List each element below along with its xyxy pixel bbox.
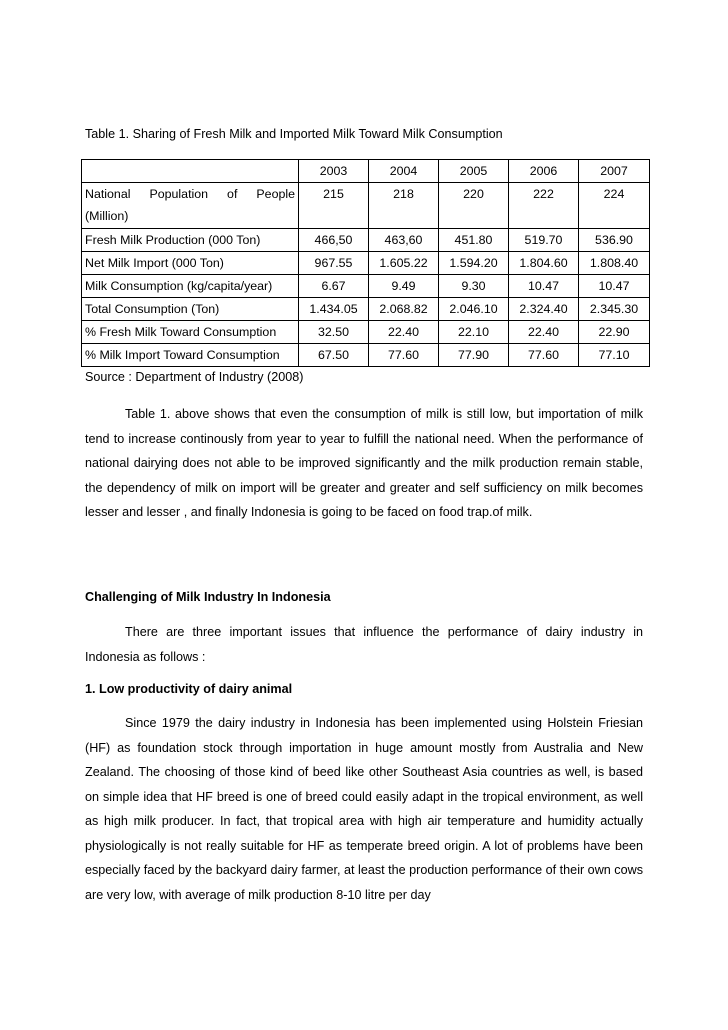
table-cell: 220 [439, 183, 509, 229]
table-cell: 519.70 [509, 229, 579, 252]
table-cell: 215 [299, 183, 369, 229]
paragraph-productivity: Since 1979 the dairy industry in Indonesia has been implemented using Holstein Friesian (HF) as foundation stock through importation in huge amount mostly from Australia and New Zealand. The choosing of those kind of beed like other Southeast Asia countries as well, is based on simple idea that HF breed is one of breed could easily adapt in the tropical environment, as well as high milk producer. In fact, that tropical area with high air temperature and humidity actually physiologically is not really suitable for HF as temperate breed origin. A lot of problems have been especially faced by the backyard dairy farmer, at least the production performance of their own cows are very low, with average of milk production 8-10 litre per day [85, 716, 643, 902]
table-cell: 10.47 [579, 275, 650, 298]
table-cell: 1.605.22 [369, 252, 439, 275]
table-cell: 77.10 [579, 344, 650, 367]
row-label: Milk Consumption (kg/capita/year) [82, 275, 299, 298]
table-cell: 2.046.10 [439, 298, 509, 321]
row-label-line2: (Million) [85, 209, 129, 223]
table-cell: 1.434.05 [299, 298, 369, 321]
table-cell: 1.808.40 [579, 252, 650, 275]
table-cell: 10.47 [509, 275, 579, 298]
table-cell: 77.60 [509, 344, 579, 367]
table-row [82, 344, 650, 367]
milk-consumption-table [81, 159, 650, 367]
year-header: 2004 [369, 160, 439, 183]
table-cell: 2.324.40 [509, 298, 579, 321]
table-row [82, 275, 650, 298]
year-header: 2006 [509, 160, 579, 183]
table-cell: 9.49 [369, 275, 439, 298]
table-cell: 6.67 [299, 275, 369, 298]
table-cell: 218 [369, 183, 439, 229]
table-cell: 1.804.60 [509, 252, 579, 275]
year-header: 2003 [299, 160, 369, 183]
year-header: 2005 [439, 160, 509, 183]
row-label: % Fresh Milk Toward Consumption [82, 321, 299, 344]
subheading-low-productivity: 1. Low productivity of dairy animal [85, 682, 293, 696]
table-cell: 22.90 [579, 321, 650, 344]
table-cell: 222 [509, 183, 579, 229]
table-corner-cell [82, 160, 299, 183]
row-label: Total Consumption (Ton) [82, 298, 299, 321]
table-cell: 2.068.82 [369, 298, 439, 321]
table-row [82, 229, 650, 252]
year-header: 2007 [579, 160, 650, 183]
table-row [82, 252, 650, 275]
paragraph-table-discussion: Table 1. above shows that even the consumption of milk is still low, but importation of milk tend to increase continously from year to year to fulfill the national need. When the performance of national dairying does not able to be improved significantly and the milk production remain stable, the dependency of milk on import will be greater and greater and self sufficiency on milk becomes lesser and lesser , and finally Indonesia is going to be faced on food trap.of milk. [85, 407, 643, 519]
table-cell: 1.594.20 [439, 252, 509, 275]
table-cell: 451.80 [439, 229, 509, 252]
row-label [82, 183, 299, 229]
table-row [82, 321, 650, 344]
table-cell: 67.50 [299, 344, 369, 367]
table-cell: 224 [579, 183, 650, 229]
section-heading: Challenging of Milk Industry In Indonesia [85, 590, 331, 604]
table-cell: 77.90 [439, 344, 509, 367]
table-cell: 22.40 [509, 321, 579, 344]
table-cell: 466,50 [299, 229, 369, 252]
row-label: Net Milk Import (000 Ton) [82, 252, 299, 275]
table-cell: 536.90 [579, 229, 650, 252]
table-row [82, 298, 650, 321]
table-cell: 22.10 [439, 321, 509, 344]
table-cell: 9.30 [439, 275, 509, 298]
table-cell: 967.55 [299, 252, 369, 275]
table-source: Source : Department of Industry (2008) [85, 370, 304, 384]
table-header-row [82, 160, 650, 183]
table-caption: Table 1. Sharing of Fresh Milk and Imported Milk Toward Milk Consumption [85, 127, 503, 141]
row-label: % Milk Import Toward Consumption [82, 344, 299, 367]
row-label: Fresh Milk Production (000 Ton) [82, 229, 299, 252]
row-label-line1: National Population of People [85, 187, 295, 201]
table-cell: 463,60 [369, 229, 439, 252]
table-cell: 32.50 [299, 321, 369, 344]
table-row [82, 183, 650, 229]
table-cell: 2.345.30 [579, 298, 650, 321]
table-cell: 77.60 [369, 344, 439, 367]
paragraph-issues-intro: There are three important issues that influence the performance of dairy industry in Indonesia as follows : [85, 625, 643, 664]
table-cell: 22.40 [369, 321, 439, 344]
